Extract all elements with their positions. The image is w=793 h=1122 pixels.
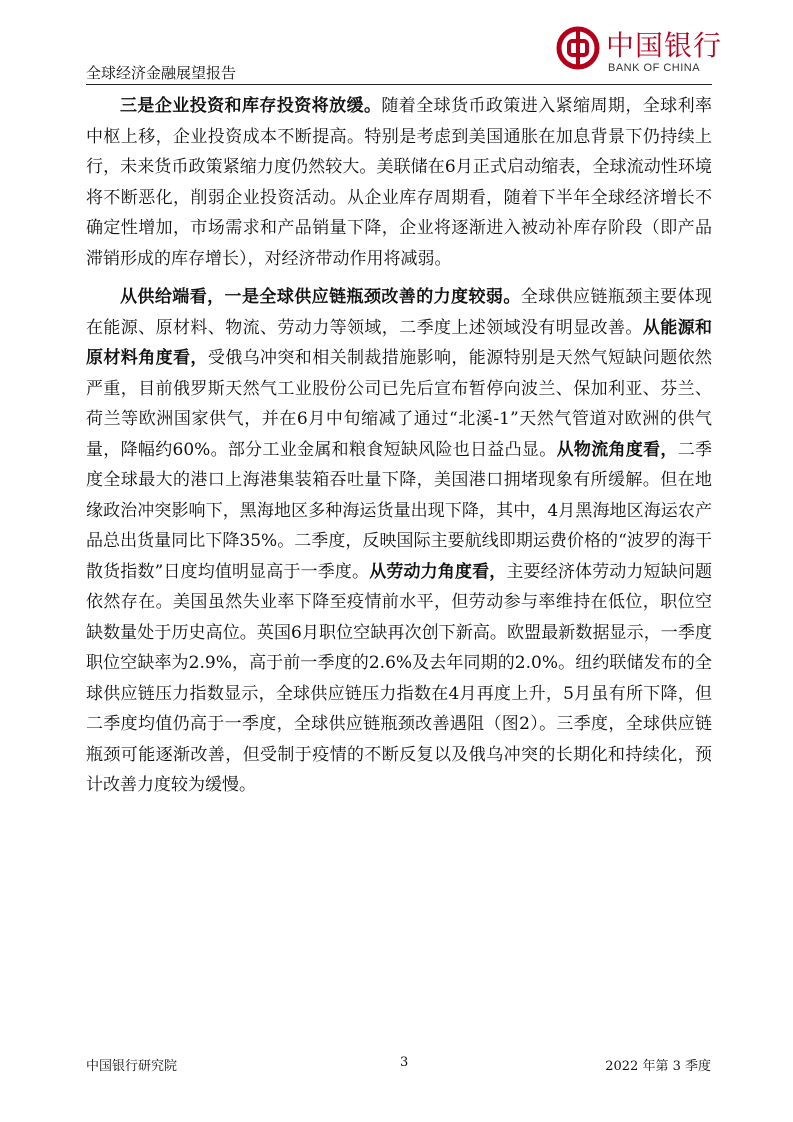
report-body [86, 91, 712, 809]
paragraph-text: 全球供应链瓶颈主要体现在能源、原材料、物流、劳动力等领域，二季度上述领域没有明显改善。 [86, 287, 713, 338]
bold-heading-text: 从供给端看，一是全球供应链瓶颈改善的力度较弱。 [120, 287, 521, 307]
body-paragraph [86, 91, 712, 274]
footer-publisher: 中国银行研究院 [86, 1059, 178, 1074]
header-divider [86, 84, 712, 85]
paragraph-text: 受俄乌冲突和相关制裁措施影响，能源特别是天然气短缺问题依然严重，目前俄罗斯天然气工业股份公司已先后宣布暂停向波兰、保加利亚、芬兰、荷兰等欧洲国家供气，并在6月中旬缩减了通过“北溪-1”天然气管道对欧洲的供气量，降幅约60%。部分工业金属和粮食短缺风险也日益凸显。 [86, 348, 713, 460]
footer-period: 2022 年第 3 季度 [605, 1059, 711, 1074]
bold-heading-text: 三是企业投资和库存投资将放缓。 [120, 96, 382, 116]
bold-heading-text: 从劳动力角度看， [369, 561, 507, 582]
body-paragraph [86, 282, 712, 801]
bold-heading-text: 从能源和原材料角度看， [86, 317, 713, 368]
bank-of-china-logo [556, 22, 723, 80]
boc-emblem-icon [556, 26, 600, 70]
logo-chinese-name: 中国银行 [606, 29, 723, 62]
logo-english-name: BANK OF CHINA [608, 62, 701, 74]
paragraph-text: 二季度全球最大的港口上海港集装箱吞吐量下降，美国港口拥堵现象有所缓解。但在地缘政治冲突影响下，黑海地区多种海运货量出现下降，其中，4月黑海地区海运农产品总出货量同比下降35%。二季度，反映国际主要航线即期运费价格的“波罗的海干散货指数”日度均值明显高于一季度。 [86, 439, 713, 582]
page-number: 3 [400, 1055, 409, 1070]
report-title: 全球经济金融展望报告 [86, 64, 237, 82]
paragraph-text: 随着全球货币政策进入紧缩周期，全球利率中枢上移，企业投资成本不断提高。特别是考虑到美国通胀在加息背景下仍持续上行，未来货币政策紧缩力度仍然较大。美联储在6月正式启动缩表，全球流动性环境将不断恶化，削弱企业投资活动。从企业库存周期看，随着下半年全球经济增长不确定性增加，市场需求和产品销量下降，企业将逐渐进入被动补库存阶段（即产品滞销形成的库存增长），对经济带动作用将减弱。 [86, 96, 713, 269]
bold-heading-text: 从物流角度看， [556, 439, 678, 460]
paragraph-text: 主要经济体劳动力短缺问题依然存在。美国虽然失业率下降至疫情前水平，但劳动参与率维持在低位，职位空缺数量处于历史高位。英国6月职位空缺再次创下新高。欧盟最新数据显示，一季度职位空缺率为2.9%，高于前一季度的2.6%及去年同期的2.0%。纽约联储发布的全球供应链压力指数显示，全球供应链压力指数在4月再度上升，5月虽有所下降，但二季度均值仍高于一季度，全球供应链瓶颈改善遇阻（图2）。三季度，全球供应链瓶颈可能逐渐改善，但受制于疫情的不断反复以及俄乌冲突的长期化和持续化，预计改善力度较为缓慢。 [86, 561, 713, 795]
